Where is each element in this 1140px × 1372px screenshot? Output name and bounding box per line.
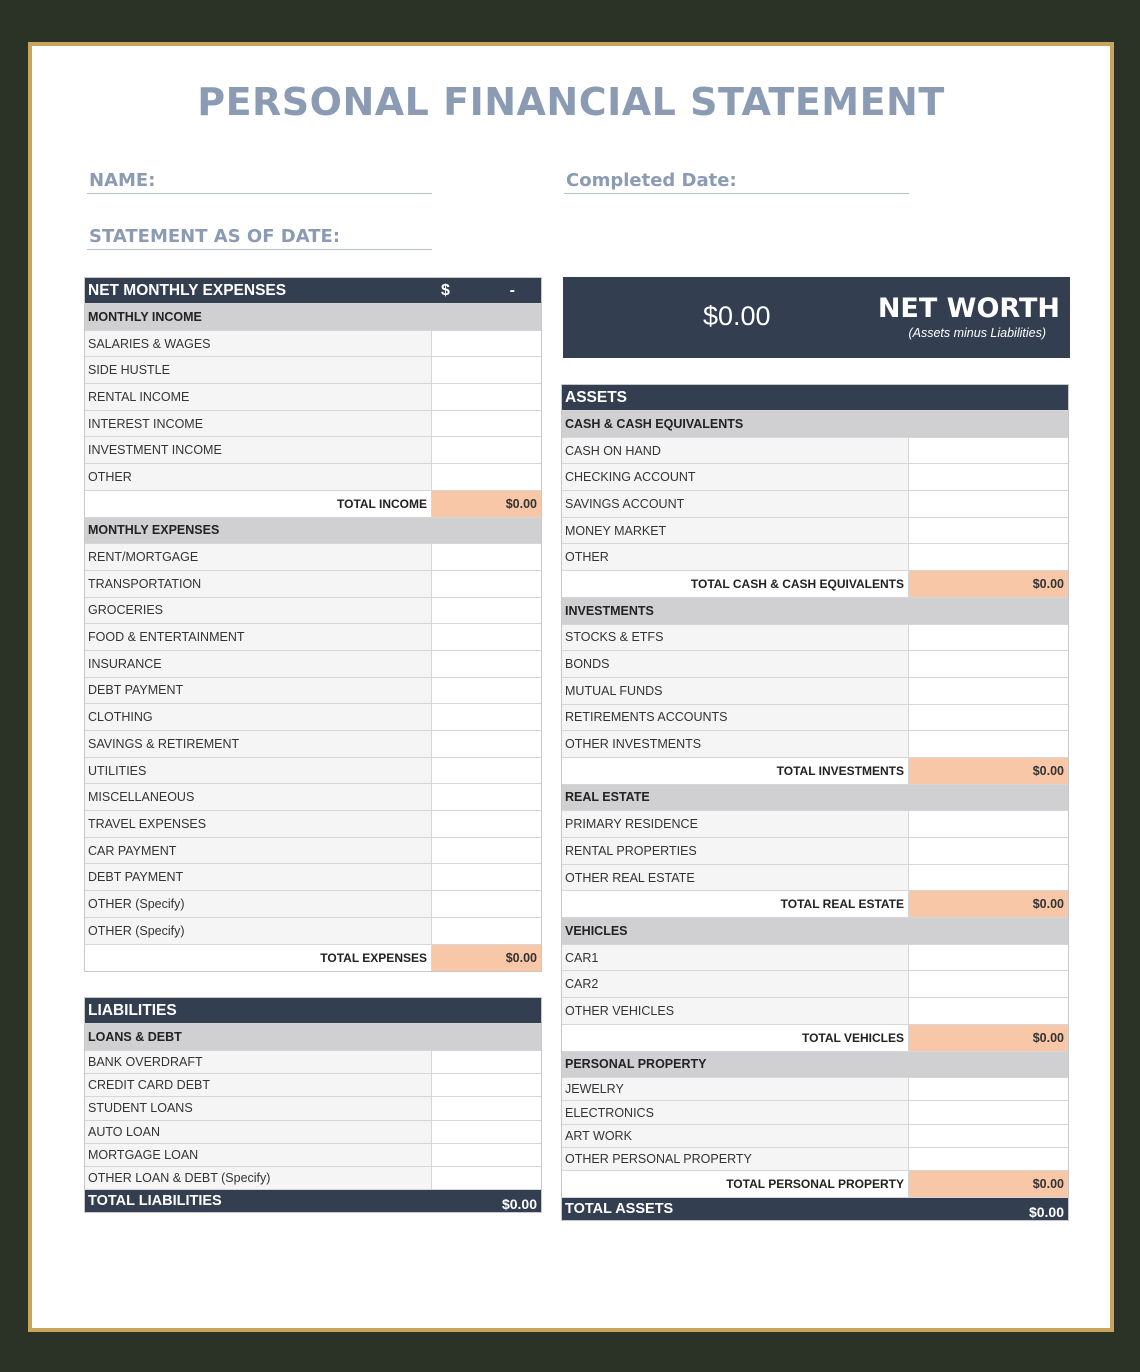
section-label: VEHICLES [565,923,628,938]
asset-row [562,865,1068,892]
row-label: INVESTMENT INCOME [88,443,222,458]
row-label: RETIREMENTS ACCOUNTS [565,710,728,725]
asset-row [562,1148,1068,1171]
liability-row [85,1051,541,1074]
total-vehicles-value: $0.00 [908,1025,1068,1051]
row-label: FOOD & ENTERTAINMENT [88,630,245,645]
section-label: REAL ESTATE [565,790,650,805]
section-vehicles [562,918,1068,945]
completed-date-label: Completed Date: [566,170,737,191]
row-value-input[interactable] [431,1167,541,1189]
row-value-input[interactable] [431,1074,541,1096]
total-investments [562,758,1068,785]
expense-row [85,731,541,758]
expense-row [85,704,541,731]
row-label: OTHER VEHICLES [565,1003,675,1018]
name-label: NAME: [89,170,156,191]
asset-row [562,438,1068,465]
total-expenses-row [85,945,541,972]
row-value-input[interactable] [431,384,541,410]
total-income-value: $0.00 [431,491,541,517]
row-label: ART WORK [565,1128,632,1143]
section-investments [562,598,1068,625]
row-label: CLOTHING [88,710,153,725]
income-row [85,384,541,411]
expense-row [85,758,541,785]
row-label: SAVINGS ACCOUNT [565,496,685,511]
row-value-input[interactable] [431,651,541,677]
row-label: OTHER [88,469,132,484]
row-value-input[interactable] [908,518,1068,544]
asset-row [562,731,1068,758]
total-personal-property-label: TOTAL PERSONAL PROPERTY [726,1177,904,1192]
asset-row [562,518,1068,545]
row-value-input[interactable] [431,864,541,890]
row-label: MUTUAL FUNDS [565,683,663,698]
row-value-input[interactable] [431,544,541,570]
row-value-input[interactable] [908,491,1068,517]
total-real-estate-value: $0.00 [908,891,1068,917]
section-personal-property [562,1052,1068,1079]
row-label: TRANSPORTATION [88,576,202,591]
total-liabilities-row [85,1190,541,1212]
row-value-input[interactable] [908,945,1068,971]
row-label: BONDS [565,657,610,672]
assets-table [561,384,1069,1221]
row-label: STOCKS & ETFS [565,630,664,645]
row-label: STUDENT LOANS [88,1101,193,1116]
row-value-input[interactable] [431,811,541,837]
section-label: LOANS & DEBT [88,1029,182,1044]
row-label: MISCELLANEOUS [88,790,195,805]
income-row [85,331,541,358]
net-worth-title: NET WORTH [877,293,1060,324]
expense-row [85,918,541,945]
asset-row [562,945,1068,972]
row-label: OTHER LOAN & DEBT (Specify) [88,1171,271,1186]
income-row [85,357,541,384]
row-label: OTHER REAL ESTATE [565,870,695,885]
row-label: ELECTRONICS [565,1105,654,1120]
row-label: OTHER (Specify) [88,923,185,938]
income-row [85,437,541,464]
row-label: AUTO LOAN [88,1124,161,1139]
total-assets-value: $0.00 [908,1198,1068,1220]
row-value-input[interactable] [431,464,541,490]
statement-date-label: STATEMENT AS OF DATE: [89,226,341,247]
row-value-input[interactable] [431,731,541,757]
row-value-input[interactable] [431,838,541,864]
expense-row [85,838,541,865]
section-label: MONTHLY INCOME [88,309,202,324]
row-label: CAR PAYMENT [88,843,177,858]
assets-header-label: ASSETS [565,388,628,406]
total-personal-property [562,1171,1068,1198]
row-label: OTHER [565,550,609,565]
total-assets-row [562,1198,1068,1220]
total-liabilities-label: TOTAL LIABILITIES [88,1193,222,1210]
total-income-row [85,491,541,518]
row-value-input[interactable] [431,918,541,944]
row-value-input[interactable] [908,1125,1068,1147]
liability-row [85,1167,541,1190]
section-real-estate [562,785,1068,812]
row-value-input[interactable] [431,331,541,357]
row-value-input[interactable] [431,1121,541,1143]
section-label: CASH & CASH EQUIVALENTS [565,416,744,431]
row-label: BANK OVERDRAFT [88,1054,203,1069]
row-value-input[interactable] [431,437,541,463]
row-value-input[interactable] [908,865,1068,891]
row-label: JEWELRY [565,1082,624,1097]
net-worth-subtitle: (Assets minus Liabilities) [908,326,1046,340]
total-liabilities-value: $0.00 [431,1190,541,1212]
expense-row [85,598,541,625]
row-value-input[interactable] [431,571,541,597]
liability-row [85,1144,541,1167]
expenses-header [85,278,541,304]
expense-row [85,864,541,891]
expense-row [85,891,541,918]
section-label: PERSONAL PROPERTY [565,1057,707,1072]
row-label: CASH ON HAND [565,443,661,458]
asset-row [562,491,1068,518]
completed-date-field[interactable] [564,170,909,194]
row-label: MONEY MARKET [565,523,667,538]
row-label: OTHER PERSONAL PROPERTY [565,1152,752,1167]
asset-row [562,705,1068,732]
document-frame [28,42,1114,1332]
asset-row [562,678,1068,705]
liabilities-header [85,998,541,1024]
expense-row [85,678,541,705]
page-title: PERSONAL FINANCIAL STATEMENT [197,80,945,124]
asset-row [562,651,1068,678]
row-label: MORTGAGE LOAN [88,1148,199,1163]
row-value-input[interactable] [908,464,1068,490]
row-value-input[interactable] [431,891,541,917]
row-label: CAR1 [565,950,599,965]
row-value-input[interactable] [908,651,1068,677]
row-value-input[interactable] [431,1097,541,1119]
row-value-input[interactable] [908,1148,1068,1170]
asset-row [562,464,1068,491]
asset-row [562,625,1068,652]
row-value-input[interactable] [908,998,1068,1024]
income-row [85,411,541,438]
currency-symbol: $ [441,281,450,299]
row-label: RENT/MORTGAGE [88,550,199,565]
row-value-input[interactable] [908,705,1068,731]
total-real-estate [562,891,1068,918]
row-label: TRAVEL EXPENSES [88,816,207,831]
expense-row [85,544,541,571]
row-value-input[interactable] [908,971,1068,997]
row-label: SIDE HUSTLE [88,363,170,378]
liabilities-table [84,997,542,1213]
row-label: RENTAL INCOME [88,389,190,404]
row-value-input[interactable] [908,811,1068,837]
total-investments-label: TOTAL INVESTMENTS [776,763,904,778]
row-value-input[interactable] [431,758,541,784]
row-label: DEBT PAYMENT [88,870,184,885]
row-label: UTILITIES [88,763,147,778]
asset-row [562,1078,1068,1101]
liability-row [85,1074,541,1097]
liability-row [85,1121,541,1144]
asset-row [562,971,1068,998]
total-cash-equivalents [562,571,1068,598]
row-label: PRIMARY RESIDENCE [565,817,698,832]
row-label: OTHER INVESTMENTS [565,737,702,752]
row-value-input[interactable] [431,357,541,383]
liabilities-header-label: LIABILITIES [88,1001,177,1019]
expense-row [85,811,541,838]
total-vehicles [562,1025,1068,1052]
asset-row [562,1101,1068,1124]
row-label: INTEREST INCOME [88,416,204,431]
row-label: CREDIT CARD DEBT [88,1078,211,1093]
total-assets-label: TOTAL ASSETS [565,1201,674,1218]
row-value-input[interactable] [908,731,1068,757]
total-expenses-label: TOTAL EXPENSES [320,950,427,965]
expense-row [85,784,541,811]
total-income-label: TOTAL INCOME [337,496,427,511]
row-label: SALARIES & WAGES [88,336,211,351]
section-loans-debt [85,1024,541,1051]
statement-date-field[interactable] [87,226,432,250]
row-label: INSURANCE [88,656,162,671]
total-cash-equivalents-value: $0.00 [908,571,1068,597]
asset-row [562,811,1068,838]
row-value-input[interactable] [908,438,1068,464]
row-value-input[interactable] [431,624,541,650]
total-investments-value: $0.00 [908,758,1068,784]
liability-row [85,1097,541,1120]
row-value-input[interactable] [431,1144,541,1166]
net-worth-box [563,277,1070,358]
total-real-estate-label: TOTAL REAL ESTATE [780,897,904,912]
expenses-header-label: NET MONTHLY EXPENSES [88,281,287,299]
row-value-input[interactable] [431,678,541,704]
total-expenses-value: $0.00 [431,945,541,972]
asset-row [562,998,1068,1025]
row-label: RENTAL PROPERTIES [565,843,697,858]
section-monthly-expenses [85,518,541,545]
row-value-input[interactable] [431,1051,541,1073]
assets-header [562,385,1068,411]
row-value-input[interactable] [908,838,1068,864]
asset-row [562,544,1068,571]
expense-row [85,624,541,651]
row-label: CAR2 [565,977,599,992]
section-cash-equivalents [562,411,1068,438]
row-label: CHECKING ACCOUNT [565,470,696,485]
row-value-input[interactable] [908,1078,1068,1100]
total-vehicles-label: TOTAL VEHICLES [801,1030,904,1045]
row-value-input[interactable] [431,598,541,624]
row-value-input[interactable] [431,704,541,730]
section-monthly-income [85,304,541,331]
asset-row [562,838,1068,865]
row-label: OTHER (Specify) [88,896,185,911]
expense-row [85,651,541,678]
row-value-input[interactable] [908,678,1068,704]
row-label: SAVINGS & RETIREMENT [88,736,240,751]
row-value-input[interactable] [908,625,1068,651]
total-cash-equivalents-label: TOTAL CASH & CASH EQUIVALENTS [690,576,904,591]
expense-row [85,571,541,598]
row-label: GROCERIES [88,603,164,618]
row-label: DEBT PAYMENT [88,683,184,698]
section-label: MONTHLY EXPENSES [88,523,220,538]
expenses-header-value: - [509,281,515,299]
income-row [85,464,541,491]
expenses-table [84,277,542,972]
row-value-input[interactable] [431,411,541,437]
section-label: INVESTMENTS [565,603,654,618]
asset-row [562,1125,1068,1148]
row-value-input[interactable] [908,1101,1068,1123]
name-field[interactable] [87,170,432,194]
net-worth-amount: $0.00 [703,301,771,331]
row-value-input[interactable] [431,784,541,810]
row-value-input[interactable] [908,544,1068,570]
total-personal-property-value: $0.00 [908,1171,1068,1197]
